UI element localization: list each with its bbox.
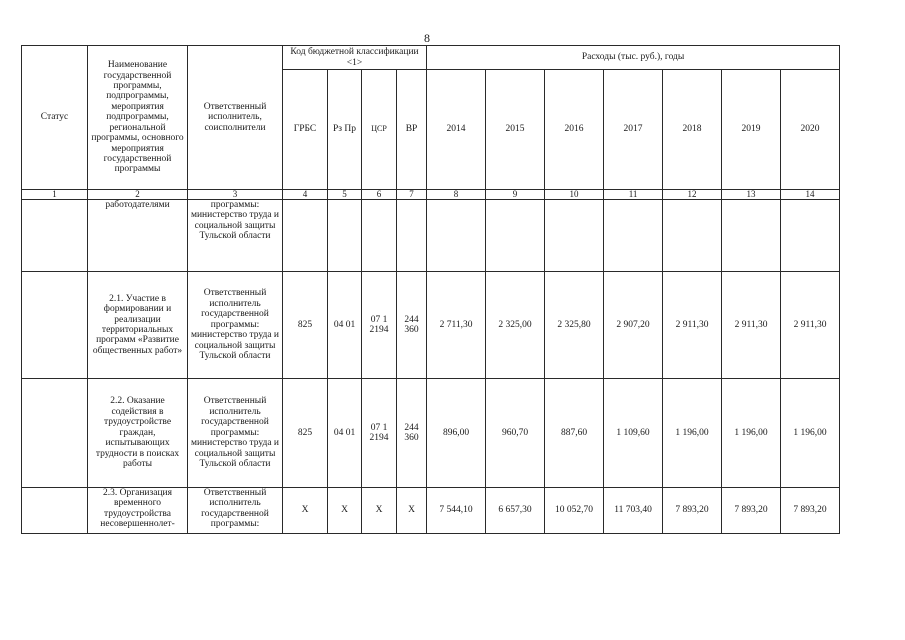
row-csr: X — [362, 488, 397, 534]
header-responsible: Ответственный исполнитель, соисполнители — [188, 46, 283, 190]
row-rzpr: 04 01 — [328, 272, 362, 379]
row-value: 1 196,00 — [781, 379, 840, 488]
header-expenses: Расходы (тыс. руб.), годы — [427, 46, 840, 70]
column-number: 12 — [663, 190, 722, 200]
header-grbs: ГРБС — [283, 70, 328, 190]
row-value: 896,00 — [427, 379, 486, 488]
column-number: 1 — [22, 190, 88, 200]
column-number: 5 — [328, 190, 362, 200]
row-value — [663, 200, 722, 272]
row-csr: 07 1 2194 — [362, 272, 397, 379]
column-number: 10 — [545, 190, 604, 200]
row-responsible: Ответственный исполнитель государственной программы: министерство труда и социальной защиты Тульской области — [188, 379, 283, 488]
row-value: 2 907,20 — [604, 272, 663, 379]
header-rzpr: Рз Пр — [328, 70, 362, 190]
row-status — [22, 488, 88, 534]
table-row — [22, 488, 840, 534]
column-number-row — [22, 190, 840, 200]
column-number: 13 — [722, 190, 781, 200]
header-status: Статус — [22, 46, 88, 190]
row-value: 887,60 — [545, 379, 604, 488]
header-row-1 — [22, 46, 840, 70]
row-value: 2 911,30 — [663, 272, 722, 379]
header-budget-code: Код бюджетной классификации <1> — [283, 46, 427, 70]
row-status — [22, 200, 88, 272]
column-number: 14 — [781, 190, 840, 200]
header-csr: ЦСР — [362, 70, 397, 190]
row-value: 2 325,80 — [545, 272, 604, 379]
row-value — [604, 200, 663, 272]
column-number: 11 — [604, 190, 663, 200]
row-rzpr: X — [328, 488, 362, 534]
row-value: 1 109,60 — [604, 379, 663, 488]
row-value: 7 893,20 — [663, 488, 722, 534]
row-value: 2 325,00 — [486, 272, 545, 379]
row-grbs: 825 — [283, 272, 328, 379]
row-value: 2 711,30 — [427, 272, 486, 379]
row-vr: X — [397, 488, 427, 534]
row-vr: 244 360 — [397, 379, 427, 488]
header-name: Наименование государственной программы, подпрограммы, мероприятия подпрограммы, региональной программы, основного мероприятия государственной программы — [88, 46, 188, 190]
row-value: 1 196,00 — [663, 379, 722, 488]
row-responsible: Ответственный исполнитель государственной программы: — [188, 488, 283, 534]
table-row — [22, 379, 840, 488]
column-number: 8 — [427, 190, 486, 200]
row-rzpr: 04 01 — [328, 379, 362, 488]
column-number: 6 — [362, 190, 397, 200]
header-year: 2017 — [604, 70, 663, 190]
header-year: 2014 — [427, 70, 486, 190]
row-name: 2.3. Организация временного трудоустройства несовершеннолет- — [88, 488, 188, 534]
column-number: 3 — [188, 190, 283, 200]
row-status — [22, 379, 88, 488]
row-rzpr — [328, 200, 362, 272]
row-csr — [362, 200, 397, 272]
row-csr: 07 1 2194 — [362, 379, 397, 488]
row-value: 11 703,40 — [604, 488, 663, 534]
row-status — [22, 272, 88, 379]
row-name: 2.1. Участие в формировании и реализации территориальных программ «Развитие общественных работ» — [88, 272, 188, 379]
row-responsible: Ответственный исполнитель государственной программы: министерство труда и социальной защиты Тульской области — [188, 272, 283, 379]
row-value: 960,70 — [486, 379, 545, 488]
row-grbs — [283, 200, 328, 272]
header-year: 2016 — [545, 70, 604, 190]
header-year: 2020 — [781, 70, 840, 190]
row-value: 6 657,30 — [486, 488, 545, 534]
page-number: 8 — [424, 31, 430, 45]
row-name: работодателями — [88, 200, 188, 272]
column-number: 9 — [486, 190, 545, 200]
header-year: 2018 — [663, 70, 722, 190]
header-vr: ВР — [397, 70, 427, 190]
row-responsible: программы: министерство труда и социальной защиты Тульской области — [188, 200, 283, 272]
row-value — [545, 200, 604, 272]
row-value — [722, 200, 781, 272]
row-value — [486, 200, 545, 272]
row-name: 2.2. Оказание содействия в трудоустройстве граждан, испытывающих трудности в поисках работы — [88, 379, 188, 488]
row-grbs: X — [283, 488, 328, 534]
row-value — [781, 200, 840, 272]
row-value: 10 052,70 — [545, 488, 604, 534]
column-number: 4 — [283, 190, 328, 200]
row-grbs: 825 — [283, 379, 328, 488]
header-year: 2015 — [486, 70, 545, 190]
column-number: 2 — [88, 190, 188, 200]
row-value — [427, 200, 486, 272]
table-row — [22, 272, 840, 379]
row-value: 2 911,30 — [781, 272, 840, 379]
row-value: 7 544,10 — [427, 488, 486, 534]
row-vr — [397, 200, 427, 272]
row-value: 7 893,20 — [781, 488, 840, 534]
row-value: 7 893,20 — [722, 488, 781, 534]
budget-table — [21, 45, 840, 534]
column-number: 7 — [397, 190, 427, 200]
header-year: 2019 — [722, 70, 781, 190]
row-value: 1 196,00 — [722, 379, 781, 488]
row-value: 2 911,30 — [722, 272, 781, 379]
row-vr: 244 360 — [397, 272, 427, 379]
table-row — [22, 200, 840, 272]
